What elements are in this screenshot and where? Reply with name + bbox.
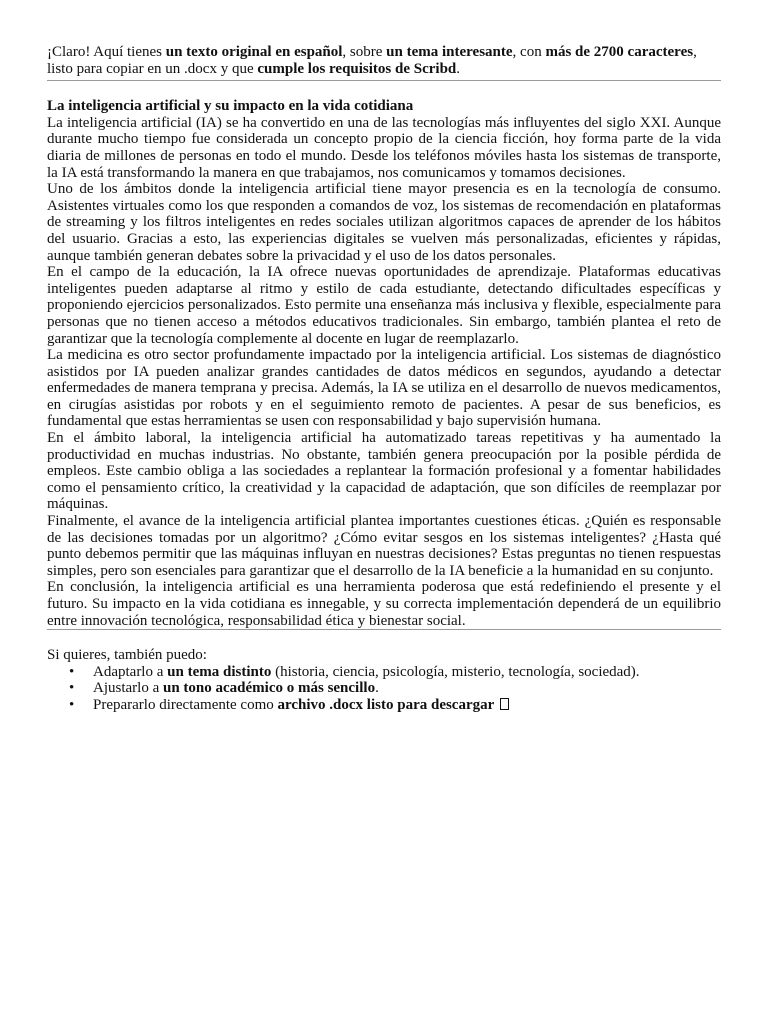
bullet-icon: • <box>69 696 75 713</box>
intro-bold: un tema interesante <box>386 44 513 60</box>
article-body <box>47 115 721 629</box>
intro-text: , con <box>512 44 546 60</box>
intro-line <box>47 44 721 77</box>
intro-text: ¡Claro! Aquí tienes <box>47 44 166 60</box>
article-paragraph: En el ámbito laboral, la inteligencia artificial ha automatizado tareas repetitivas y ha aumentado la productividad en muchas industrias. No obstante, también genera preocupación por la posible pérdida de empleos. Este cambio obliga a las sociedades a replantear la formación profesional y a fomentar habilidades como el pensamiento crítico, la creatividad y la capacidad de adaptación, que son difíciles de reemplazar por máquinas. <box>47 430 721 513</box>
bullet-icon: • <box>69 663 75 680</box>
option-bold: archivo .docx listo para descargar <box>277 696 495 713</box>
intro-bold: más de 2700 caracteres <box>545 44 694 60</box>
top-divider <box>47 80 721 81</box>
option-text: (historia, ciencia, psicología, misterio, tecnología, sociedad). <box>271 663 640 680</box>
option-text: . <box>375 680 379 697</box>
option-text: Adaptarlo a <box>93 663 168 680</box>
article-title: La inteligencia artificial y su impacto en la vida cotidiana <box>47 98 414 115</box>
intro-bold: cumple los requisitos de Scribd <box>257 60 457 77</box>
option-text: Ajustarlo a <box>93 680 163 697</box>
missing-glyph-icon <box>500 698 509 710</box>
intro-text: , listo para copiar en un .docx y que <box>47 44 697 77</box>
article-paragraph: En el campo de la educación, la IA ofrece nuevas oportunidades de aprendizaje. Plataformas educativas inteligentes pueden adaptarse al ritmo y estilo de cada estudiante, detectando dificultades específicas y proponiendo ejercicios personalizados. Esto permite una enseñanza más inclusiva y flexible, especialmente para personas que no tienen acceso a métodos educativos tradicionales. Sin embargo, también plantea el reto de garantizar que la tecnología complemente al docente en lugar de reemplazarlo. <box>47 264 721 347</box>
bottom-divider <box>47 629 721 630</box>
list-item <box>65 664 721 681</box>
article-paragraph: La inteligencia artificial (IA) se ha convertido en una de las tecnologías más influyentes del siglo XXI. Aunque durante mucho tiempo fue considerada un concepto propio de la ciencia ficción, hoy forma parte de la vida diaria de millones de personas en todo el mundo. Desde los teléfonos móviles hasta los sistemas de transporte, la IA está transformando la manera en que trabajamos, nos comunicamos y tomamos decisiones. <box>47 114 721 181</box>
option-bold: un tema distinto <box>167 663 272 680</box>
list-item <box>65 680 721 697</box>
intro-text: , sobre <box>342 44 387 60</box>
article-paragraph: La medicina es otro sector profundamente impactado por la inteligencia artificial. Los sistemas de diagnóstico asistidos por IA pueden analizar grandes cantidades de datos médicos en segundos, ayudando a detectar enfermedades de manera temprana y precisa. Además, la IA se utiliza en el desarrollo de nuevos medicamentos, en cirugías asistidas por robots y en el seguimiento remoto de pacientes. A pesar de sus beneficios, es fundamental que estas herramientas se usen con responsabilidad y bajo supervisión humana. <box>47 347 721 430</box>
article-paragraph: Finalmente, el avance de la inteligencia artificial plantea importantes cuestiones éticas. ¿Quién es responsable de las decisiones tomadas por un algoritmo? ¿Cómo evitar sesgos en los sistemas inteligentes? ¿Hasta qué punto debemos permitir que las máquinas influyan en nuestras decisiones? Estas preguntas no tienen respuestas simples, pero son esenciales para garantizar que el desarrollo de la IA beneficie a la humanidad en su conjunto. <box>47 513 721 579</box>
list-item <box>65 697 721 714</box>
intro-bold: un texto original en español <box>165 44 343 60</box>
option-text: Prepararlo directamente como <box>93 696 278 713</box>
outro-lead: Si quieres, también puedo: <box>47 647 207 664</box>
intro-text: . <box>456 60 461 77</box>
option-bold: un tono académico o más sencillo <box>162 680 376 697</box>
bullet-icon: • <box>69 680 75 697</box>
article-paragraph: Uno de los ámbitos donde la inteligencia artificial tiene mayor presencia es en la tecnología de consumo. Asistentes virtuales como los que responden a comandos de voz, los sistemas de recomendación en plataformas de streaming y los filtros inteligentes en redes sociales utilizan algoritmos capaces de aprender de los hábitos del usuario. Gracias a esto, las experiencias digitales se vuelven más personalizadas, eficientes y rápidas, aunque también generan debates sobre la privacidad y el uso de los datos personales. <box>47 181 721 264</box>
options-list <box>47 664 721 714</box>
article-paragraph: En conclusión, la inteligencia artificial es una herramienta poderosa que está redefiniendo el presente y el futuro. Su impacto en la vida cotidiana es innegable, y su correcta implementación dependerá de un equilibrio entre innovación tecnológica, responsabilidad ética y bienestar social. <box>47 579 721 629</box>
